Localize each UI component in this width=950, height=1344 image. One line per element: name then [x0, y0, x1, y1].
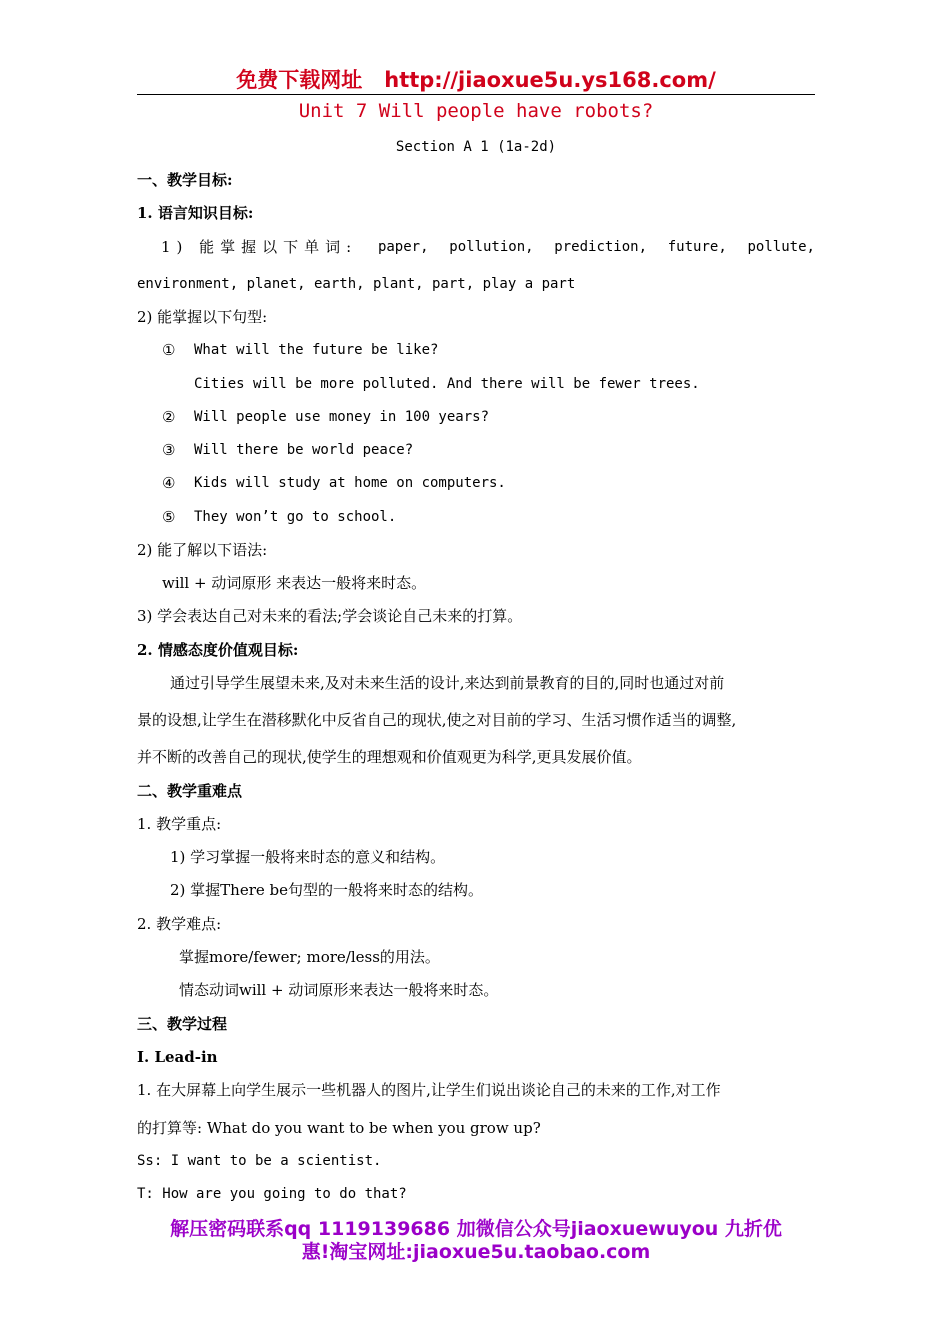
vocab-word: prediction,	[554, 239, 648, 255]
sentence-text: Cities will be more polluted. And there will be fewer trees.	[194, 376, 700, 392]
process-line: 1. 在大屏幕上向学生展示一些机器人的图片,让学生们说出谈论自己的未来的工作,对工作	[137, 1081, 721, 1099]
subsection-attitude-goals: 2. 情感态度价值观目标:	[137, 641, 299, 659]
page-header	[137, 66, 815, 94]
header-label: 免费下载网址	[236, 68, 363, 92]
vocab-line-2: environment, planet, earth, plant, part, play a part	[137, 276, 576, 292]
section-heading-3: 三、教学过程	[137, 1015, 228, 1033]
sentence-text: Kids will study at home on computers.	[194, 475, 506, 491]
difficulty-item: 掌握more/fewer; more/less的用法。	[179, 948, 440, 966]
difficulty-item: 情态动词will + 动词原形来表达一般将来时态。	[179, 981, 499, 999]
sentence-number: ⑤	[162, 508, 176, 526]
header-rule	[137, 94, 815, 95]
sentence-number: ③	[162, 441, 176, 459]
sentence-intro: 2) 能掌握以下句型:	[137, 308, 268, 326]
vocab-word: paper,	[377, 239, 429, 255]
subsection-language-goals: 1. 语言知识目标:	[137, 204, 254, 222]
page-footer	[137, 1218, 815, 1264]
focus-title: 1. 教学重点:	[137, 815, 222, 833]
sentence-number: ④	[162, 474, 176, 492]
process-line: Ss: I want to be a scientist.	[137, 1153, 382, 1169]
paragraph-line: 并不断的改善自己的现状,使学生的理想观和价值观更为科学,更具发展价值。	[137, 748, 642, 766]
grammar-intro: 2) 能了解以下语法:	[137, 541, 268, 559]
footer-line: 解压密码联系qq 1119139686 加微信公众号jiaoxuewuyou 九折优	[170, 1218, 782, 1240]
page-title: Unit 7 Will people have robots?	[298, 100, 654, 122]
section-heading-1: 一、教学目标:	[137, 171, 233, 189]
header-url-link[interactable]: http://jiaoxue5u.ys168.com/	[384, 68, 716, 92]
paragraph-line: 通过引导学生展望未来,及对未来生活的设计,来达到前景教育的目的,同时也通过对前	[170, 674, 725, 692]
vocab-intro: 1) 能掌握以下单词:	[161, 238, 358, 256]
difficulty-title: 2. 教学难点:	[137, 915, 222, 933]
process-line: T: How are you going to do that?	[137, 1186, 407, 1202]
vocab-line-1	[137, 237, 815, 257]
paragraph-line: 景的设想,让学生在潜移默化中反省自己的现状,使之对目前的学习、生活习惯作适当的调整,	[137, 711, 737, 729]
section-heading-2: 二、教学重难点	[137, 782, 243, 800]
vocab-word: future,	[667, 239, 727, 255]
goal-3: 3) 学会表达自己对未来的看法;学会谈论自己未来的打算。	[137, 607, 523, 625]
page-subtitle: Section A 1 (1a-2d)	[395, 139, 557, 155]
sentence-text: What will the future be like?	[194, 342, 439, 358]
footer-line: 惠!淘宝网址:jiaoxue5u.taobao.com	[301, 1241, 651, 1263]
sentence-number: ①	[162, 341, 176, 359]
process-line: 的打算等: What do you want to be when you grow up?	[137, 1119, 541, 1137]
vocab-word: pollute,	[747, 239, 815, 255]
sentence-text: Will there be world peace?	[194, 442, 414, 458]
grammar-text: will + 动词原形 来表达一般将来时态。	[162, 574, 427, 592]
lead-in-heading: Ⅰ. Lead-in	[137, 1048, 218, 1066]
vocab-word: pollution,	[449, 239, 534, 255]
sentence-number: ②	[162, 408, 176, 426]
sentence-text: They won’t go to school.	[194, 509, 397, 525]
focus-item: 2) 掌握There be句型的一般将来时态的结构。	[170, 881, 484, 899]
sentence-text: Will people use money in 100 years?	[194, 409, 490, 425]
focus-item: 1) 学习掌握一般将来时态的意义和结构。	[170, 848, 446, 866]
